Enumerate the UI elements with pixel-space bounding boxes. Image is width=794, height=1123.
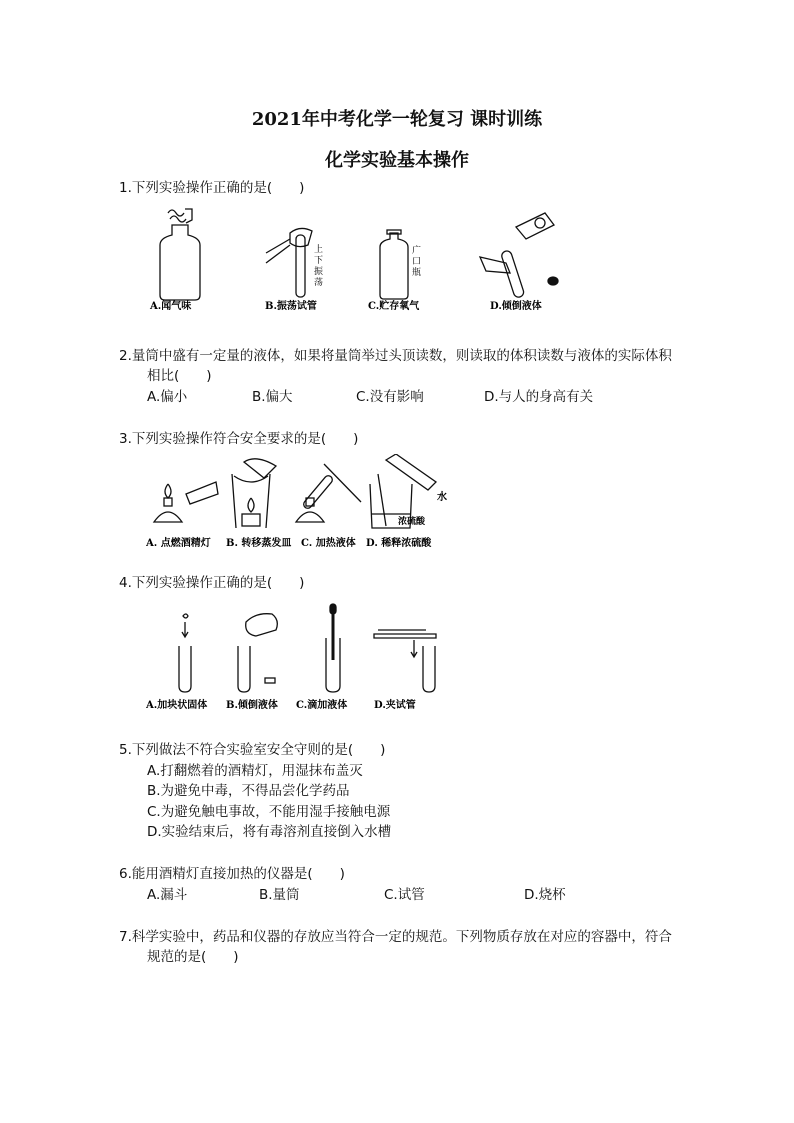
q4-caption-d: D.夹试管 <box>374 700 416 711</box>
q3-caption-b: B. 转移蒸发皿 <box>226 538 292 549</box>
question-5-option-a: A.打翻燃着的酒精灯，用湿抹布盖灭 <box>147 763 363 779</box>
question-2-stem: 2.量筒中盛有一定量的液体，如果将量筒举过头顶读数，则读取的体积读数与液体的实际体积 <box>119 348 672 364</box>
question-6-option-c: C.试管 <box>384 887 425 903</box>
q3-label-acid: 浓硫酸 <box>398 517 426 527</box>
q1-label-down: 下 <box>314 256 324 266</box>
q3-caption-d: D. 稀释浓硫酸 <box>366 538 432 549</box>
q1-label-shake: 振 <box>314 267 324 277</box>
q1-label-swirl: 荡 <box>314 278 324 288</box>
q3-label-water: 水 <box>437 492 447 503</box>
pour-liquid-drawing-b <box>238 614 277 692</box>
question-3-figure <box>146 454 456 552</box>
clamp-tube-drawing <box>374 630 436 692</box>
question-5-option-d: D.实验结束后，将有毒溶剂直接倒入水槽 <box>147 824 392 840</box>
add-drops-drawing <box>326 604 340 692</box>
q1-label-bottle: 瓶 <box>412 268 422 278</box>
question-2-stem-cont: 相比( ) <box>147 368 212 384</box>
question-5-stem: 5.下列做法不符合实验室安全守则的是( ) <box>119 742 386 758</box>
question-2-option-c: C.没有影响 <box>356 389 424 405</box>
question-1-figure <box>140 205 570 317</box>
q4-caption-a: A.加块状固体 <box>146 700 208 711</box>
question-6-option-d: D.烧杯 <box>524 887 566 903</box>
q3-caption-a: A. 点燃酒精灯 <box>146 538 211 549</box>
question-5-option-c: C.为避免触电事故，不能用湿手接触电源 <box>147 804 391 820</box>
question-6-option-a: A.漏斗 <box>147 887 188 903</box>
question-2-option-d: D.与人的身高有关 <box>484 389 594 405</box>
shake-tube-drawing <box>266 228 312 297</box>
oxygen-bottle-drawing <box>380 230 408 299</box>
question-4-stem: 4.下列实验操作正确的是( ) <box>119 575 305 591</box>
question-2-option-b: B.偏大 <box>252 389 293 405</box>
question-7-stem-cont: 规范的是( ) <box>147 949 239 965</box>
q3-caption-c: C. 加热液体 <box>301 538 356 549</box>
q4-caption-c: C.滴加液体 <box>296 700 348 711</box>
question-7-stem: 7.科学实验中，药品和仪器的存放应当符合一定的规范。下列物质存放在对应的容器中，符合 <box>119 929 672 945</box>
alcohol-lamp-drawing <box>154 482 218 522</box>
question-3-stem: 3.下列实验操作符合安全要求的是( ) <box>119 431 359 447</box>
pour-liquid-drawing <box>480 213 558 298</box>
question-4-figure <box>146 600 446 714</box>
question-1-stem: 1.下列实验操作正确的是( ) <box>119 180 305 196</box>
page-subtitle: 化学实验基本操作 <box>325 150 469 171</box>
q1-caption-b: B.振荡试管 <box>265 301 317 312</box>
heat-liquid-drawing <box>296 464 361 522</box>
q1-label-up: 上 <box>314 245 324 255</box>
page-title: 2021年中考化学一轮复习 课时训练 <box>251 109 543 130</box>
question-6-option-b: B.量筒 <box>259 887 300 903</box>
q1-label-mouth: 口 <box>412 257 422 267</box>
q1-caption-c: C.贮存氧气 <box>368 301 420 312</box>
q1-caption-d: D.倾倒液体 <box>490 301 542 312</box>
add-solid-drawing <box>179 614 191 692</box>
evaporating-dish-drawing <box>232 459 276 528</box>
question-6-stem: 6.能用酒精灯直接加热的仪器是( ) <box>119 866 345 882</box>
q1-caption-a: A.闻气味 <box>150 301 192 312</box>
question-2-option-a: A.偏小 <box>147 389 188 405</box>
q1-label-wide: 广 <box>412 246 422 256</box>
question-5-option-b: B.为避免中毒，不得品尝化学药品 <box>147 783 350 799</box>
q4-caption-b: B.倾倒液体 <box>226 700 278 711</box>
smell-odor-drawing <box>160 209 200 300</box>
